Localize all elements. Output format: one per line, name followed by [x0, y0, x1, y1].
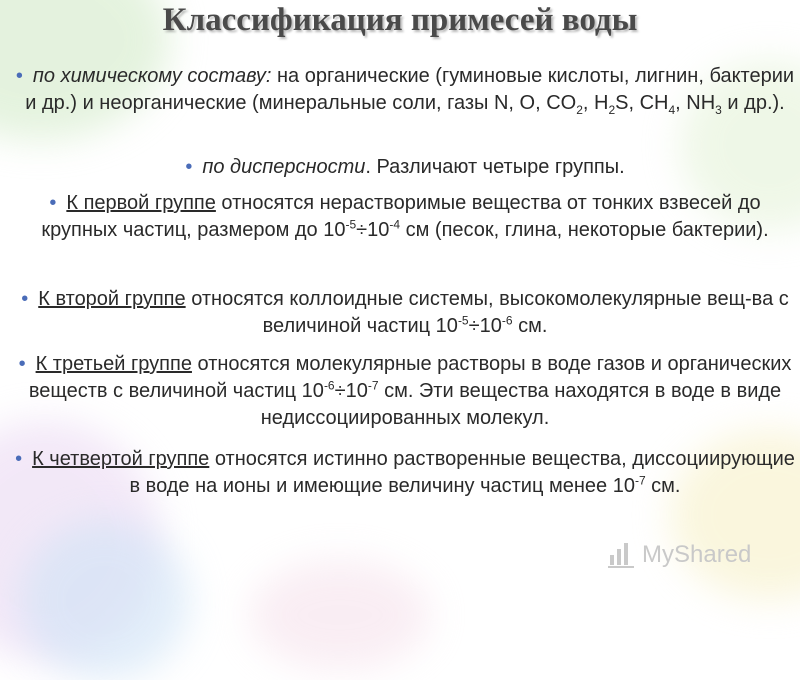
group-heading: К второй группе	[38, 288, 186, 310]
bullet-text: S, CH	[615, 92, 669, 114]
exponent: -5	[345, 217, 357, 232]
bullet-text: и др.).	[721, 92, 785, 114]
bullet-text: ÷10	[356, 219, 390, 241]
exponent: -6	[323, 378, 335, 393]
bullet-icon: •	[49, 192, 57, 214]
bullet-group-3	[14, 351, 796, 432]
bullet-text: см.	[512, 315, 548, 337]
bullet-text: ÷10	[468, 315, 502, 337]
bullet-text: относятся молекулярные растворы в воде газов и органических веществ с величиной частиц 10	[28, 353, 792, 402]
bullet-text: относятся коллоидные системы, высокомолекулярные вещ-ва с величиной частиц 10	[185, 288, 789, 337]
exponent: -4	[389, 217, 401, 232]
bullet-icon: •	[21, 288, 29, 310]
exponent: -7	[634, 473, 646, 488]
background-blob	[20, 520, 190, 680]
bullet-text: , NH	[675, 92, 716, 114]
bullet-icon: •	[18, 353, 26, 375]
bullet-icon: •	[15, 448, 23, 470]
bullet-text: см. Эти вещества находятся в воде в виде недиссоциированных молекул.	[260, 380, 782, 429]
slide-title: Классификация примесей воды	[162, 2, 638, 38]
bullet-group-2	[14, 286, 796, 340]
bullet-group-1	[14, 190, 796, 244]
bullet-text: относятся нерастворимые вещества от тонких взвесей до крупных частиц, размером до 10	[41, 192, 761, 241]
bullet-chemical-composition	[14, 63, 796, 117]
subscript: 4	[668, 103, 676, 117]
bullet-group-4	[14, 446, 796, 500]
bullet-lead: по дисперсности	[202, 156, 366, 178]
subscript: 3	[715, 103, 722, 117]
bar-chart-icon	[608, 542, 636, 568]
bullet-text: , H	[582, 92, 609, 114]
subscript: 2	[576, 103, 583, 117]
bullet-text: на органические (гуминовые кислоты, лигнин, бактерии и др.) и неорганические (минеральные соли, газы N, O, CO	[25, 65, 795, 114]
bullet-text: см.	[645, 475, 681, 497]
bullet-text: относятся истинно растворенные вещества, диссоциирующие в воде на ионы и имеющие величину частиц менее 10	[129, 448, 795, 497]
exponent: -7	[367, 378, 379, 393]
subscript: 2	[608, 103, 616, 117]
bullet-text: ÷10	[334, 380, 368, 402]
group-heading: К четвертой группе	[32, 448, 210, 470]
bullet-icon: •	[185, 156, 193, 178]
exponent: -5	[457, 313, 469, 328]
background-blob	[250, 560, 430, 670]
bullet-text: . Различают четыре группы.	[365, 156, 625, 178]
group-heading: К третьей группе	[35, 353, 192, 375]
watermark	[608, 540, 751, 570]
bullet-dispersity	[14, 154, 796, 181]
bullet-text: см (песок, глина, некоторые бактерии).	[400, 219, 769, 241]
watermark-text: MyShared	[642, 541, 752, 568]
group-heading: К первой группе	[66, 192, 216, 214]
bullet-lead: по химическому составу:	[32, 65, 272, 87]
bullet-icon: •	[15, 65, 23, 87]
exponent: -6	[501, 313, 513, 328]
